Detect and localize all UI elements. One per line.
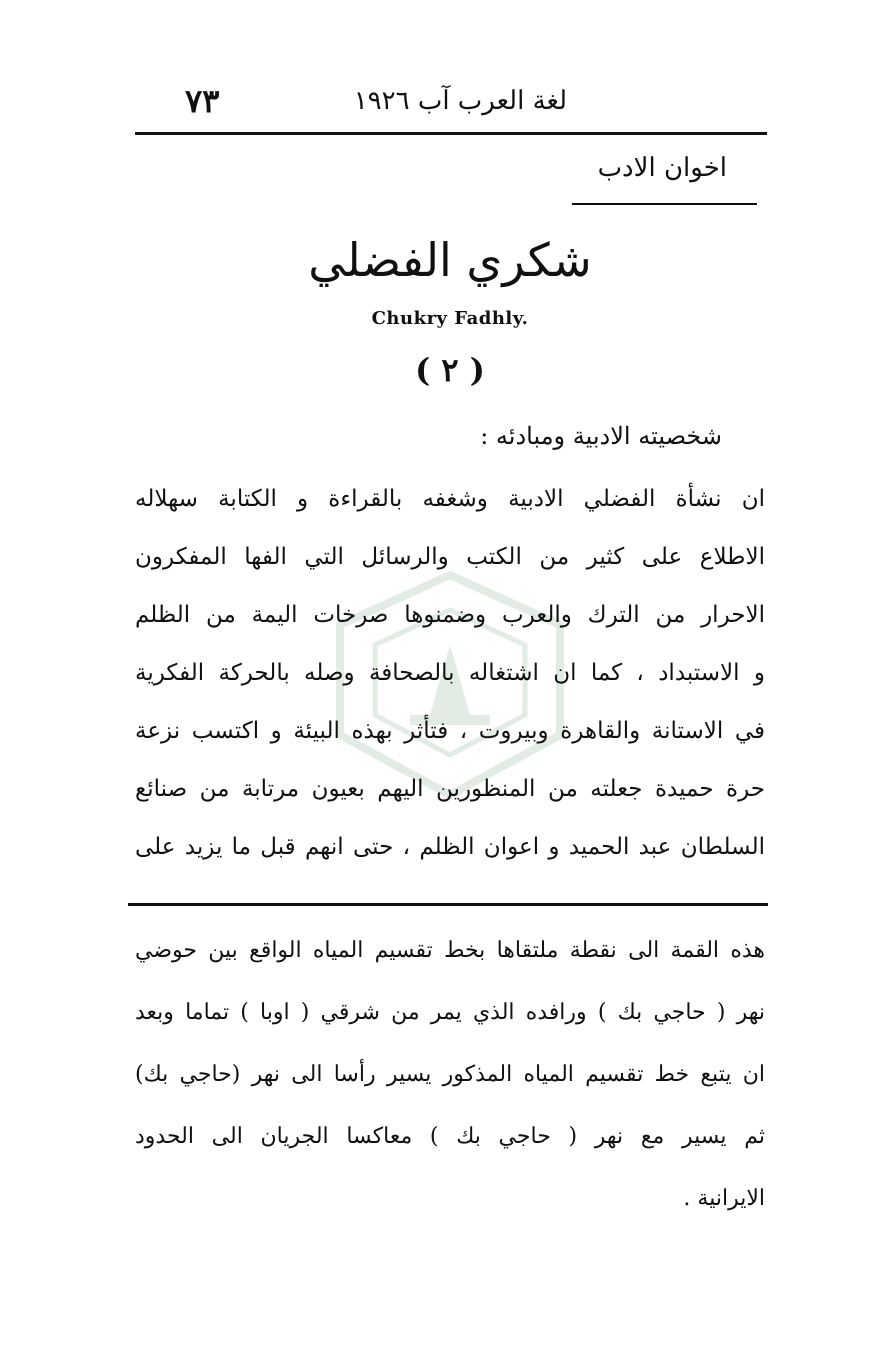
footnote-line: نهر ( حاجي بك ) ورافده الذي يمر من شرقي ( اوبا ) تماما وبعد <box>135 1000 765 1025</box>
section-label: اخوان الادب <box>597 153 727 183</box>
body-line: السلطان عبد الحميد و اعوان الظلم ، حتى انهم قبل ما يزيد على <box>135 834 765 860</box>
footnote <box>135 920 765 1230</box>
article-title-latin: Chukry Fadhly. <box>371 308 529 329</box>
body-line: و الاستبداد ، كما ان اشتغاله بالصحافة وصله بالحركة الفكرية <box>135 660 765 686</box>
article-title: شكري الفضلي <box>308 233 592 287</box>
body-line: حرة حميدة جعلته من المنظورين اليهم بعيون مرتابة من صنائع <box>135 776 765 802</box>
footnote-line: ثم يسير مع نهر ( حاجي بك ) معاكسا الجريان الى الحدود <box>135 1124 765 1149</box>
footnote-line: الايرانية . <box>683 1186 765 1211</box>
section-rule <box>572 203 757 205</box>
body-line: الاحرار من الترك والعرب وضمنوها صرخات اليمة من الظلم <box>135 602 765 628</box>
body-line: ان نشأة الفضلي الادبية وشغفه بالقراءة و الكتابة سهلاله <box>135 486 765 512</box>
body-line: الاطلاع على كثير من الكتب والرسائل التي الفها المفكرون <box>135 544 765 570</box>
subheading: شخصيته الادبية ومبادئه : <box>480 422 722 450</box>
footnote-line: هذه القمة الى نقطة ملتقاها بخط تقسيم المياه الواقع بين حوضي <box>135 938 765 963</box>
running-head: لغة العرب آب ١٩٢٦ <box>353 86 567 116</box>
footnote-line: ان يتبع خط تقسيم المياه المذكور يسير رأسا الى نهر (حاجي بك) <box>135 1062 765 1087</box>
article-body <box>135 470 765 876</box>
page-header <box>135 78 767 124</box>
header-rule <box>135 132 767 135</box>
part-number: ( ٢ ) <box>415 351 485 389</box>
page-number: ٧٣ <box>185 82 220 120</box>
footnote-rule <box>128 903 768 906</box>
body-line: في الاستانة والقاهرة وبيروت ، فتأثر بهذه البيئة و اكتسب نزعة <box>135 718 765 744</box>
